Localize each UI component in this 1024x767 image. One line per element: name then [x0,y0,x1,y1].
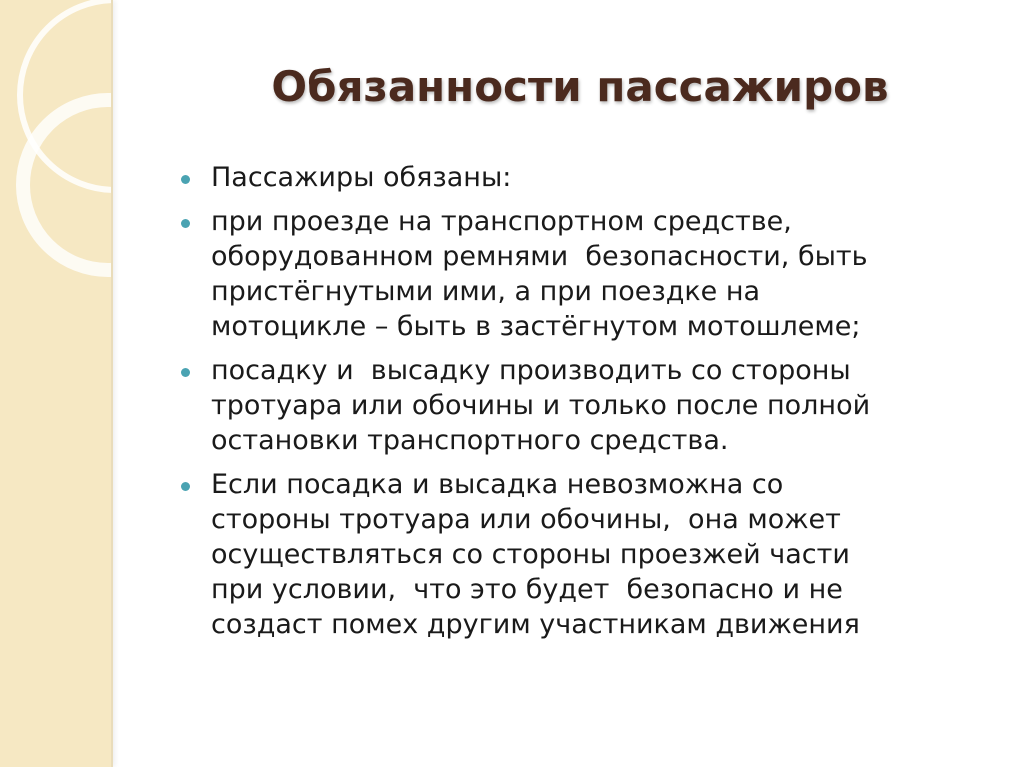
bullet-text-line: остановки транспортного средства. [211,425,729,456]
decorative-circles [0,0,111,767]
bullet-text-line: стороны тротуара или обочины, она может [211,504,841,535]
bullet-text-line: пристёгнутыми ими, а при поездке на [211,276,761,307]
bullet-dot-icon [181,482,190,491]
bullet-text-line: создаст помех другим участникам движения [211,609,860,640]
bullet-list [177,160,992,651]
bullet-item [177,160,992,195]
bullet-text-line: оборудованном ремнями безопасности, быть [211,241,868,272]
bullet-text-line: Если посадка и высадка невозможна со [211,469,784,500]
bullet-text-line: посадку и высадку производить со стороны [211,355,851,386]
bullet-dot-icon [181,368,190,377]
bullet-text-line: Пассажиры обязаны: [211,162,512,193]
bullet-dot-icon [181,219,190,228]
bullet-item [177,204,992,344]
bullet-dot-icon [181,175,190,184]
bullet-text-line: при проезде на транспортном средстве, [211,206,792,237]
bullet-text-line: мотоцикле – быть в застёгнутом мотошлеме; [211,311,861,342]
bullet-item [177,467,992,642]
bullet-text-line: при условии, что это будет безопасно и не [211,574,843,605]
side-decoration-strip [0,0,113,767]
bullet-item [177,353,992,458]
bullet-text-line: тротуара или обочины и только после полной [211,390,871,421]
slide-title: Обязанности пассажиров [271,62,889,111]
bullet-text-line: осуществляться со стороны проезжей части [211,539,850,570]
